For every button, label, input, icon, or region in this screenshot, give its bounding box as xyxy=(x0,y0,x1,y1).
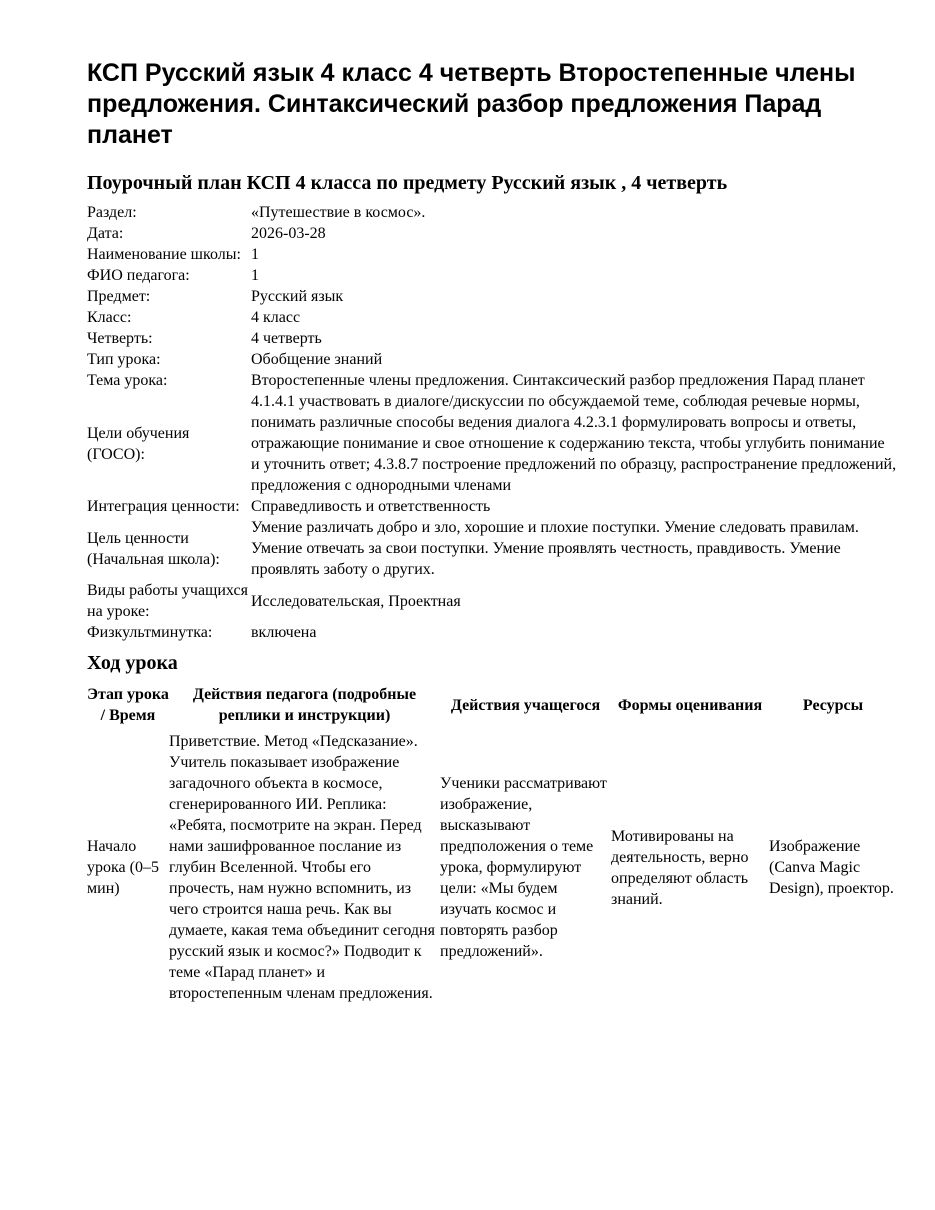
info-value: 1 xyxy=(251,246,259,263)
info-label: ФИО педагога: xyxy=(87,267,190,284)
info-value: «Путешествие в космос». xyxy=(251,204,426,221)
info-row-value-integration xyxy=(87,496,897,517)
info-label: Цели обучения (ГОСО): xyxy=(87,424,190,463)
document-page xyxy=(87,58,897,1004)
info-value: Русский язык xyxy=(251,288,344,305)
info-value: включена xyxy=(251,624,317,641)
info-value: 4.1.4.1 участвовать в диалоге/дискуссии по обсуждаемой теме, соблюдая речевые нормы, понимать различные способы ведения диалога 4.2.3.1 формулировать вопросы и ответы, отражающие понимание и свое отношение к содержанию текста, чтобы углубить понимание и уточнить ответ; 4.3.8.7 построение предложений по образцу, распространение предложений, предложения с однородными членами xyxy=(251,393,897,494)
info-row-school xyxy=(87,244,897,265)
info-value: 4 класс xyxy=(251,309,301,326)
stage-cell: Начало урока (0–5 мин) xyxy=(87,838,159,897)
info-row-quarter xyxy=(87,328,897,349)
info-label: Класс: xyxy=(87,309,132,326)
student-actions-cell: Ученики рассматривают изображение, высказывают предположения о теме урока, формулируют цели: «Мы будем изучать космос и повторять разбор предложений». xyxy=(440,775,607,960)
info-value: Исследовательская, Проектная xyxy=(251,592,461,610)
assessment-cell: Мотивированы на деятельность, верно определяют область знаний. xyxy=(611,827,749,908)
lesson-info-table xyxy=(87,202,897,643)
info-row-lesson-type xyxy=(87,349,897,370)
info-row-date xyxy=(87,223,897,244)
info-value: Обобщение знаний xyxy=(251,351,383,368)
info-row-physical-break xyxy=(87,622,897,643)
info-value: Справедливость и ответственность xyxy=(251,498,491,515)
column-header-student-actions: Действия учащегося xyxy=(450,696,601,714)
resources-cell: Изображение (Canva Magic Design), проектор. xyxy=(769,838,894,897)
info-row-topic xyxy=(87,370,897,391)
document-subtitle: Поурочный план КСП 4 класса по предмету Русский язык , 4 четверть xyxy=(87,172,728,194)
info-row-learning-goals xyxy=(87,391,897,496)
info-row-section xyxy=(87,202,897,223)
info-value: Второстепенные члены предложения. Синтаксический разбор предложения Парад планет xyxy=(251,372,865,389)
info-label: Виды работы учащихся на уроке: xyxy=(87,582,248,620)
info-label: Наименование школы: xyxy=(87,246,241,263)
lesson-progress-heading: Ход урока xyxy=(87,652,178,674)
lesson-plan-table xyxy=(87,681,897,1004)
info-row-grade xyxy=(87,307,897,328)
info-value: Умение различать добро и зло, хорошие и плохие поступки. Умение следовать правилам. Умение отвечать за свои поступки. Умение проявлять честность, правдивость. Умение проявлять заботу о других. xyxy=(251,519,859,578)
info-value: 1 xyxy=(251,267,259,284)
column-header-resources: Ресурсы xyxy=(802,696,864,714)
info-value: 4 четверть xyxy=(251,330,322,347)
document-title: КСП Русский язык 4 класс 4 четверть Второстепенные члены предложения. Синтаксический разбор предложения Парад планет xyxy=(87,59,856,149)
info-label: Дата: xyxy=(87,225,124,242)
info-label: Тип урока: xyxy=(87,351,161,368)
table-row xyxy=(87,731,897,1004)
info-row-work-types xyxy=(87,580,897,622)
info-label: Предмет: xyxy=(87,288,151,305)
info-row-value-goal xyxy=(87,517,897,580)
column-header-stage: Этап урока / Время xyxy=(87,686,169,724)
info-row-subject xyxy=(87,286,897,307)
info-row-teacher xyxy=(87,265,897,286)
teacher-actions-cell: Приветствие. Метод «Педсказание». Учитель показывает изображение загадочного объекта в космосе, сгенерированного ИИ. Реплика: «Ребята, посмотрите на экран. Перед нами зашифрованное послание из глубин Вселенной. Чтобы его прочесть, нам нужно вспомнить, из чего строится наша речь. Как вы думаете, какая тема объединит сегодня русский язык и космос?» Подводит к теме «Парад планет» и второстепенным членам предложения. xyxy=(169,733,435,1002)
info-value: 2026-03-28 xyxy=(251,225,326,242)
column-header-assessment: Формы оценивания xyxy=(617,696,763,714)
column-header-teacher-actions: Действия педагога (подробные реплики и инструкции) xyxy=(192,686,417,724)
info-label: Интеграция ценности: xyxy=(87,498,240,515)
info-label: Цель ценности (Начальная школа): xyxy=(87,529,220,568)
info-label: Тема урока: xyxy=(87,372,168,389)
info-label: Четверть: xyxy=(87,330,153,347)
info-label: Физкультминутка: xyxy=(87,624,213,641)
lesson-plan-header-row xyxy=(87,681,897,731)
info-label: Раздел: xyxy=(87,204,137,221)
